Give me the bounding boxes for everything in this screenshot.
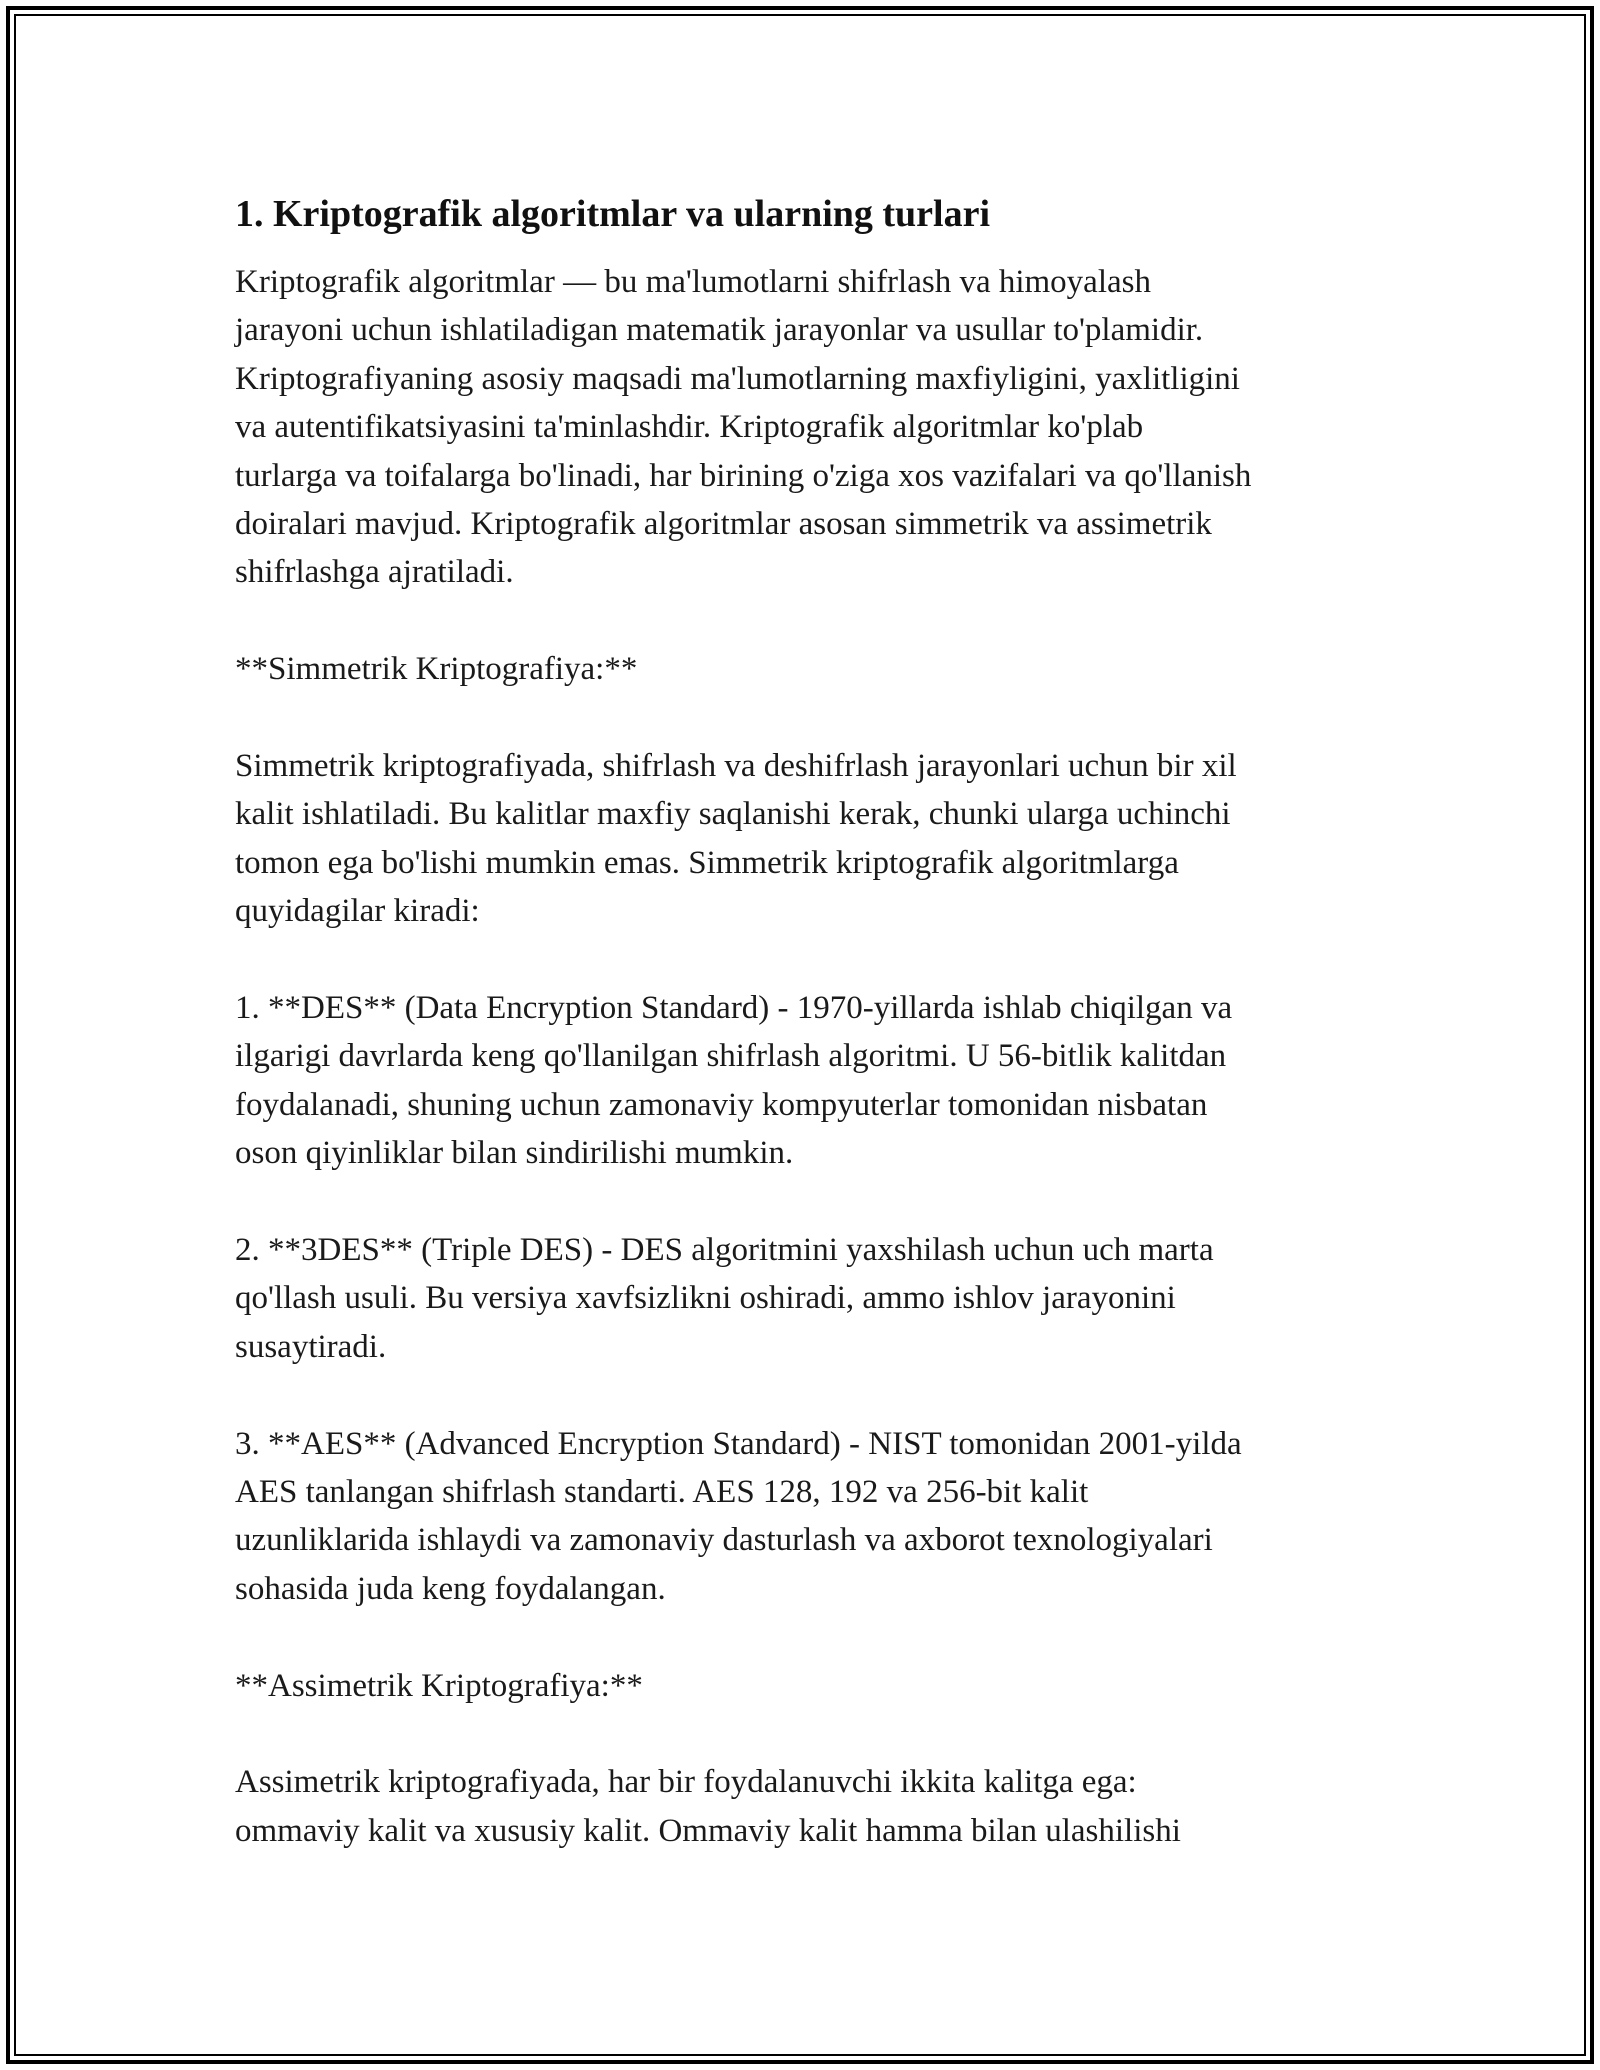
text-line: qo'llash usuli. Bu versiya xavfsizlikni oshiradi, ammo ishlov jarayonini [235, 1280, 1176, 1317]
text-line: ilgarigi davrlarda keng qo'llanilgan shifrlash algoritmi. U 56-bitlik kalitdan [235, 1038, 1227, 1075]
text-line: **Simmetrik Kriptografiya:** [235, 651, 638, 688]
document-title: 1. Kriptografik algoritmlar va ularning turlari [235, 193, 991, 235]
text-line: susaytiradi. [235, 1328, 387, 1365]
document-body [235, 188, 1375, 1855]
text-line: shifrlashga ajratiladi. [235, 554, 514, 591]
text-line: Kriptografik algoritmlar — bu ma'lumotlarni shifrlash va himoyalash [235, 264, 1151, 300]
text-line: Kriptografiyaning asosiy maqsadi ma'lumotlarning maxfiyligini, yaxlitligini [235, 360, 1240, 397]
paragraph-symmetric-desc [235, 742, 1375, 936]
text-line: tomon ega bo'lishi mumkin emas. Simmetrik kriptografik algoritmlarga [235, 844, 1179, 881]
text-line: 1. **DES** (Data Encryption Standard) - 1970-yillarda ishlab chiqilgan va [235, 990, 1233, 1027]
paragraph-des [235, 984, 1375, 1178]
text-line: doiralari mavjud. Kriptografik algoritmlar asosan simmetrik va assimetrik [235, 506, 1212, 543]
text-line: quyidagilar kiradi: [235, 893, 480, 930]
text-line: 3. **AES** (Advanced Encryption Standard) - NIST tomonidan 2001-yilda [235, 1425, 1242, 1462]
text-line: turlarga va toifalarga bo'linadi, har birining o'ziga xos vazifalari va qo'llanish [235, 457, 1252, 494]
paragraph-3des [235, 1226, 1375, 1371]
paragraph-intro [235, 258, 1375, 597]
text-line: **Assimetrik Kriptografiya:** [235, 1667, 643, 1704]
paragraph-asymmetric-heading [235, 1662, 1375, 1710]
text-line: Assimetrik kriptografiyada, har bir foydalanuvchi ikkita kalitga ega: [235, 1764, 1137, 1801]
paragraph-aes [235, 1420, 1375, 1614]
paragraph-asymmetric-desc [235, 1758, 1375, 1855]
text-line: kalit ishlatiladi. Bu kalitlar maxfiy saqlanishi kerak, chunki ularga uchinchi [235, 796, 1231, 833]
text-line: va autentifikatsiyasini ta'minlashdir. Kriptografik algoritmlar ko'plab [235, 409, 1144, 446]
text-line: uzunliklarida ishlaydi va zamonaviy dasturlash va axborot texnologiyalari [235, 1522, 1213, 1559]
paragraph-symmetric-heading [235, 645, 1375, 693]
text-line: oson qiyinliklar bilan sindirilishi mumkin. [235, 1135, 794, 1172]
text-line: jarayoni uchun ishlatiladigan matematik jarayonlar va usullar to'plamidir. [235, 312, 1204, 349]
text-line: Simmetrik kriptografiyada, shifrlash va deshifrlash jarayonlari uchun bir xil [235, 748, 1237, 785]
text-line: ommaviy kalit va xususiy kalit. Ommaviy kalit hamma bilan ulashilishi [235, 1812, 1181, 1849]
paragraph-list [235, 258, 1375, 1855]
text-line: foydalanadi, shuning uchun zamonaviy kompyuterlar tomonidan nisbatan [235, 1086, 1208, 1123]
text-line: sohasida juda keng foydalangan. [235, 1570, 666, 1607]
text-line: AES tanlangan shifrlash standarti. AES 128, 192 va 256-bit kalit [235, 1474, 1089, 1511]
text-line: 2. **3DES** (Triple DES) - DES algoritmini yaxshilash uchun uch marta [235, 1232, 1214, 1269]
